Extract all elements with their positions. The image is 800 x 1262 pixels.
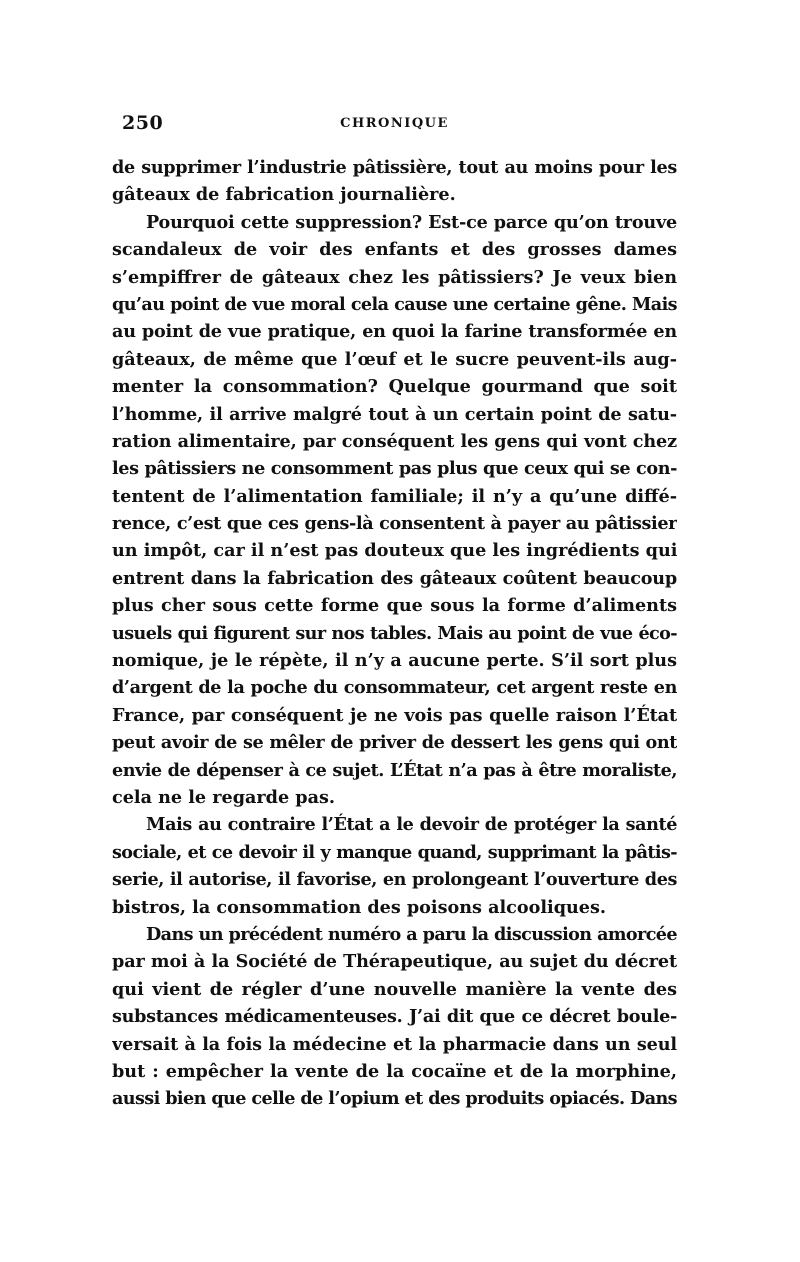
paragraph-first-line: Pourquoi cette suppression? Est-ce parce qu’on trouve	[146, 211, 677, 233]
text-line: usuels qui figurent sur nos tables. Mais au point de vue éco-	[112, 622, 677, 644]
body-text	[112, 154, 677, 1113]
text-line: les pâtissiers ne consomment pas plus que ceux qui se con-	[112, 458, 677, 480]
book-page	[112, 112, 677, 1113]
text-line: peut avoir de se mêler de priver de dessert les gens qui ont	[112, 732, 677, 754]
text-line: ration alimentaire, par conséquent les gens qui vont chez	[112, 430, 677, 452]
paragraph-first-line: Mais au contraire l’État a le devoir de protéger la santé	[146, 814, 677, 836]
running-head	[112, 112, 677, 146]
text-line: plus cher sous cette forme que sous la forme d’aliments	[112, 595, 677, 617]
text-line: cela ne le regarde pas.	[112, 786, 336, 808]
text-line: qui vient de régler d’une nouvelle manière la vente des	[112, 978, 677, 1000]
text-line: entrent dans la fabrication des gâteaux coûtent beaucoup	[112, 567, 677, 589]
text-line: au point de vue pratique, en quoi la farine transformée en	[112, 321, 677, 343]
text-line: nomique, je le répète, il n’y a aucune perte. S’il sort plus	[112, 650, 677, 672]
text-line: sociale, et ce devoir il y manque quand, supprimant la pâtis-	[112, 841, 677, 863]
text-line: versait à la fois la médecine et la pharmacie dans un seul	[112, 1033, 677, 1055]
text-line: France, par conséquent je ne vois pas quelle raison l’État	[112, 704, 677, 726]
text-line: serie, il autorise, il favorise, en prolongeant l’ouverture des	[112, 869, 677, 891]
text-line: gâteaux de fabrication journalière.	[112, 184, 456, 206]
text-line: un impôt, car il n’est pas douteux que les ingrédients qui	[112, 540, 677, 562]
text-line: bistros, la consommation des poisons alcooliques.	[112, 896, 607, 918]
text-line: tentent de l’alimentation familiale; il n’y a qu’une diffé-	[112, 485, 677, 507]
text-line: d’argent de la poche du consommateur, cet argent reste en	[112, 677, 677, 699]
text-line: qu’au point de vue moral cela cause une certaine gêne. Mais	[112, 293, 677, 315]
text-line: envie de dépenser à ce sujet. L’État n’a pas à être moraliste,	[112, 759, 677, 781]
text-line: aussi bien que celle de l’opium et des produits opiacés. Dans	[112, 1088, 677, 1110]
text-line: scandaleux de voir des enfants et des grosses dames	[112, 239, 677, 261]
page-number: 250	[122, 112, 164, 134]
text-line: substances médicamenteuses. J’ai dit que ce décret boule-	[112, 1006, 677, 1028]
text-line: l’homme, il arrive malgré tout à un certain point de satu-	[112, 403, 677, 425]
paragraph-first-line: Dans un précédent numéro a paru la discussion amorcée	[146, 923, 677, 945]
text-line: rence, c’est que ces gens-là consentent à payer au pâtissier	[112, 513, 677, 535]
text-line: menter la consommation? Quelque gourmand que soit	[112, 376, 677, 398]
text-line: but : empêcher la vente de la cocaïne et de la morphine,	[112, 1060, 677, 1082]
text-line: par moi à la Société de Thérapeutique, au sujet du décret	[112, 951, 677, 973]
running-title: CHRONIQUE	[340, 116, 449, 131]
text-line: de supprimer l’industrie pâtissière, tout au moins pour les	[112, 157, 677, 178]
text-line: s’empiffrer de gâteaux chez les pâtissiers? Je veux bien	[112, 266, 677, 288]
text-line: gâteaux, de même que l’œuf et le sucre peuvent-ils aug-	[112, 348, 677, 370]
